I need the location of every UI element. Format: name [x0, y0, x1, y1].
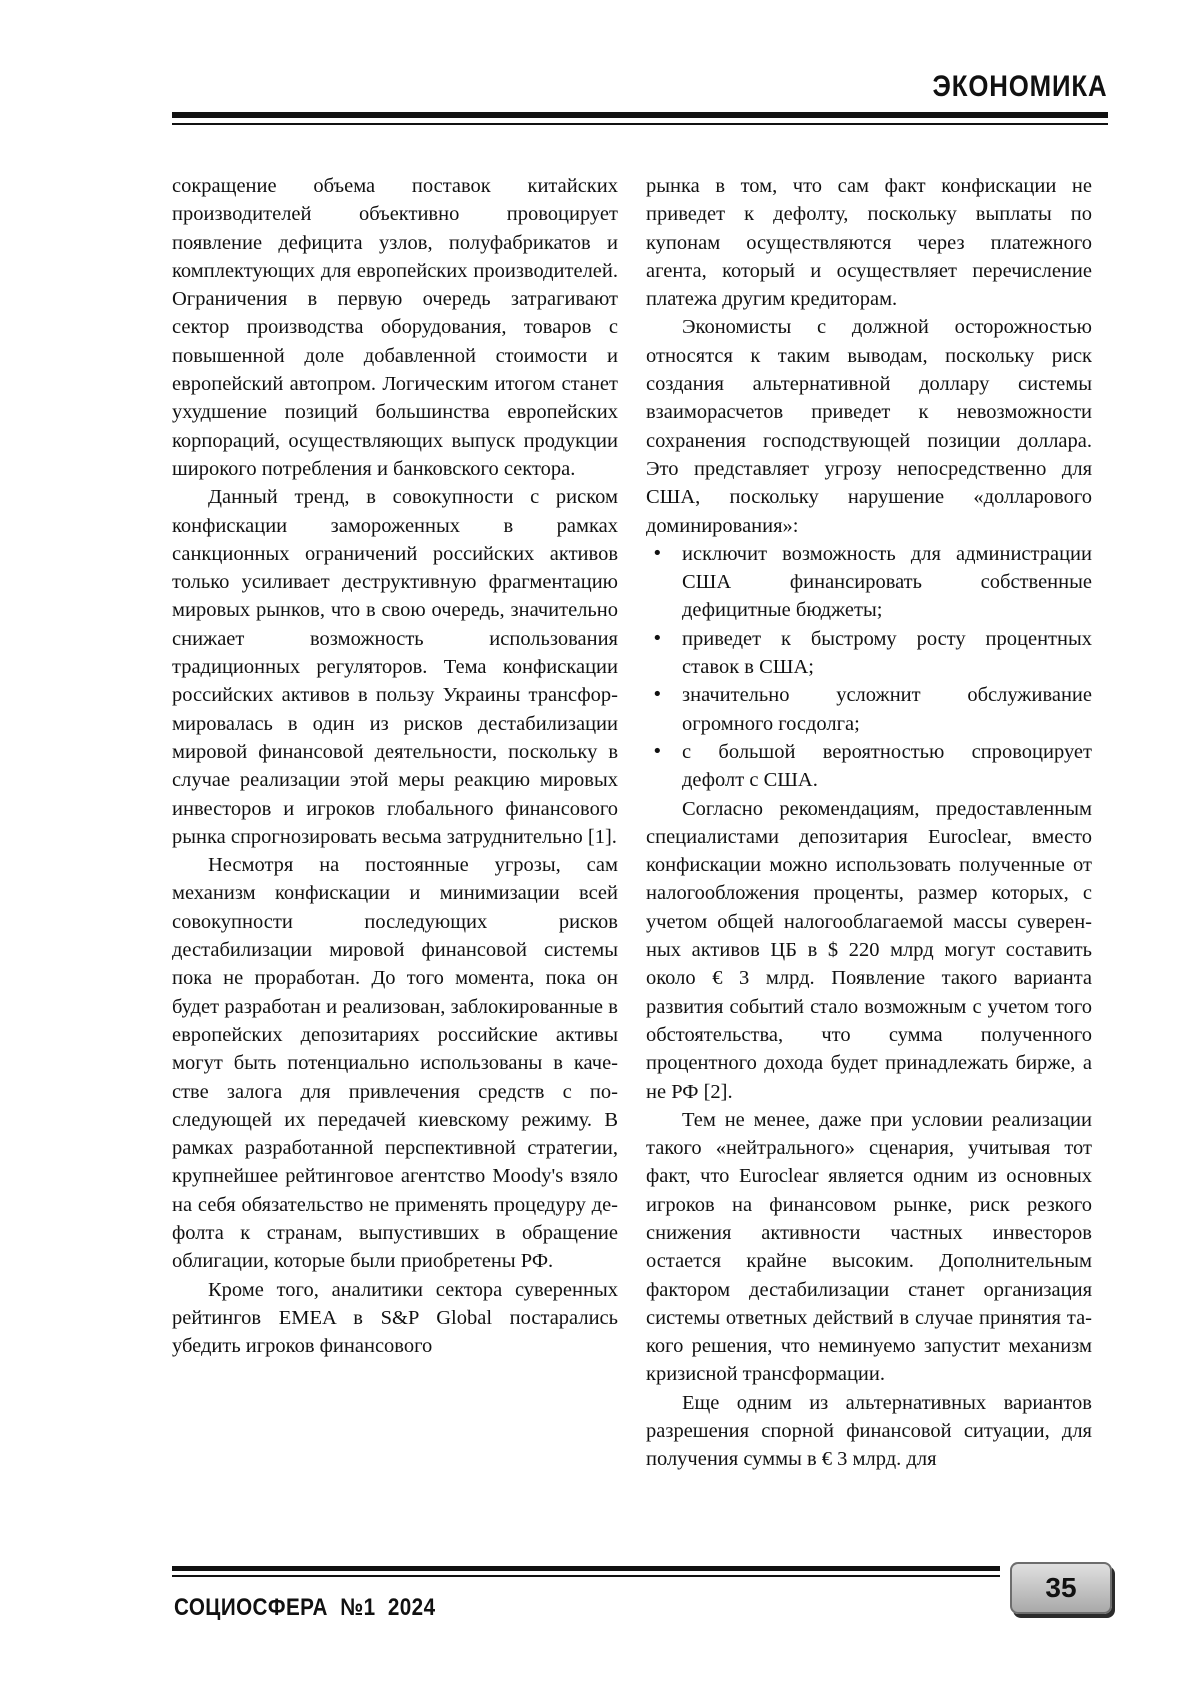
footer-rule-thick [172, 1566, 1000, 1571]
list-item-text: приведет к быстрому росту процентных ставок в США; [682, 627, 1092, 679]
journal-title: СОЦИОСФЕРА №1 2024 [174, 1594, 436, 1621]
paragraph: Еще одним из альтернативных вариантов разрешения спорной финансовой ситуации, для получения суммы в € 3 млрд. для [646, 1391, 1092, 1471]
list-item [646, 540, 1092, 625]
paragraph: Несмотря на постоянные угрозы, сам механизм конфискации и минимизации всей совокупности последующих рисков дестабилизации мировой финансовой системы пока не проработан. До того момента, пока он будет разработан и реализован, заблокированные в европейских депозитариях российские активы могут быть потенциально использованы в качестве залога для привлечения средств с последующей их передачей киевскому режиму. В рамках разработанной перспективной стратегии, крупнейшее рейтинговое агентство Moody's взяло на себя обязательство не применять процедуру дефолта к странам, выпустивших в обращение облигации, которые были приобретены РФ. [172, 854, 618, 1273]
paragraph: Согласно рекомендациям, предоставленным специалистами депозитария Euroclear, вместо конфискации можно использовать полученные от налогообложения проценты, размер которых, с учетом общей налогооблагаемой массы суверенных активов ЦБ в $ 220 млрд могут составить около € 3 млрд. Появление такого варианта развития событий стало возможным с учетом того обстоятельства, что сумма полученного процентного дохода будет принадлежать бирже, а не РФ [2]. [646, 797, 1092, 1103]
footer-rule-thin [172, 1575, 1000, 1577]
paragraph: сокращение объема поставок китайских производителей объективно провоцирует появление дефицита узлов, полуфабрикатов и комплектующих для европейских производителей. Ограничения в первую очередь затрагивают сектор производства оборудования, товаров с повышенной доле добавленной стоимости и европейский автопром. Логическим итогом станет ухудшение позиций большинства европейских корпораций, осуществляющих выпуск продукции широкого потребления и банковского сектора. [172, 175, 618, 480]
paragraph: Данный тренд, в совокупности с риском конфискации замороженных в рамках санкционных ограничений российских активов только усиливает деструктивную фрагментацию мировых рынков, что в свою очередь, значительно снижает возможность использования традиционных регуляторов. Тема конфискации российских активов в пользу Украины трансформировалась в один из рисков дестабилизации мировой финансовой деятельности, поскольку в случае реализации этой меры реакцию мировых инвесторов и игроков глобального финансового рынка спрогнозировать весьма затруднительно [1]. [172, 486, 618, 848]
bullet-list [646, 540, 1092, 795]
section-title: ЭКОНОМИКА [932, 70, 1108, 103]
list-item [646, 738, 1092, 795]
list-item-text: исключит возможность для администрации США финансировать собственные дефицитные бюджеты; [682, 542, 1092, 622]
paragraph: Кроме того, аналитики сектора суверенных рейтингов EMEA в S&P Global постарались убедить игроков финансового [172, 1278, 618, 1358]
list-item-text: значительно усложнит обслуживание огромного госдолга; [682, 684, 1092, 735]
right-column [646, 172, 1092, 1474]
paragraph: рынка в том, что сам факт конфискации не приведет к дефолту, поскольку выплаты по купонам осуществляются через платежного агента, который и осуществляет перечисление платежа другим кредиторам. [646, 175, 1092, 311]
bullet-icon: • [652, 684, 663, 706]
list-item-text: с большой вероятностью спровоцирует дефолт с США. [682, 740, 1092, 792]
bullet-icon: • [652, 740, 663, 762]
paragraph: Экономисты с должной осторожностью относятся к таким выводам, поскольку риск создания альтернативной доллару системы взаиморасчетов приведет к невозможности сохранения господствующей позиции доллара. Это представляет угрозу непосредственно для США, поскольку нарушение «долларового доминирования»: [646, 316, 1092, 537]
header-rule-thick [172, 112, 1108, 118]
paragraph: Тем не менее, даже при условии реализации такого «нейтрального» сценария, учитывая тот факт, что Euroclear является одним из основных игроков на финансовом рынке, риск резкого снижения активности частных инвесторов остается крайне высоким. Дополнительным фактором дестабилизации станет организация системы ответных действий в случае принятия такого решения, что неминуемо запустит механизм кризисной трансформации. [646, 1108, 1092, 1386]
left-column [172, 172, 618, 1360]
list-item [646, 681, 1092, 738]
bullet-icon: • [652, 627, 663, 649]
page-number-badge: 35 [1010, 1562, 1112, 1614]
list-item [646, 625, 1092, 682]
header-rule-thin [172, 123, 1108, 125]
bullet-icon: • [652, 542, 663, 564]
